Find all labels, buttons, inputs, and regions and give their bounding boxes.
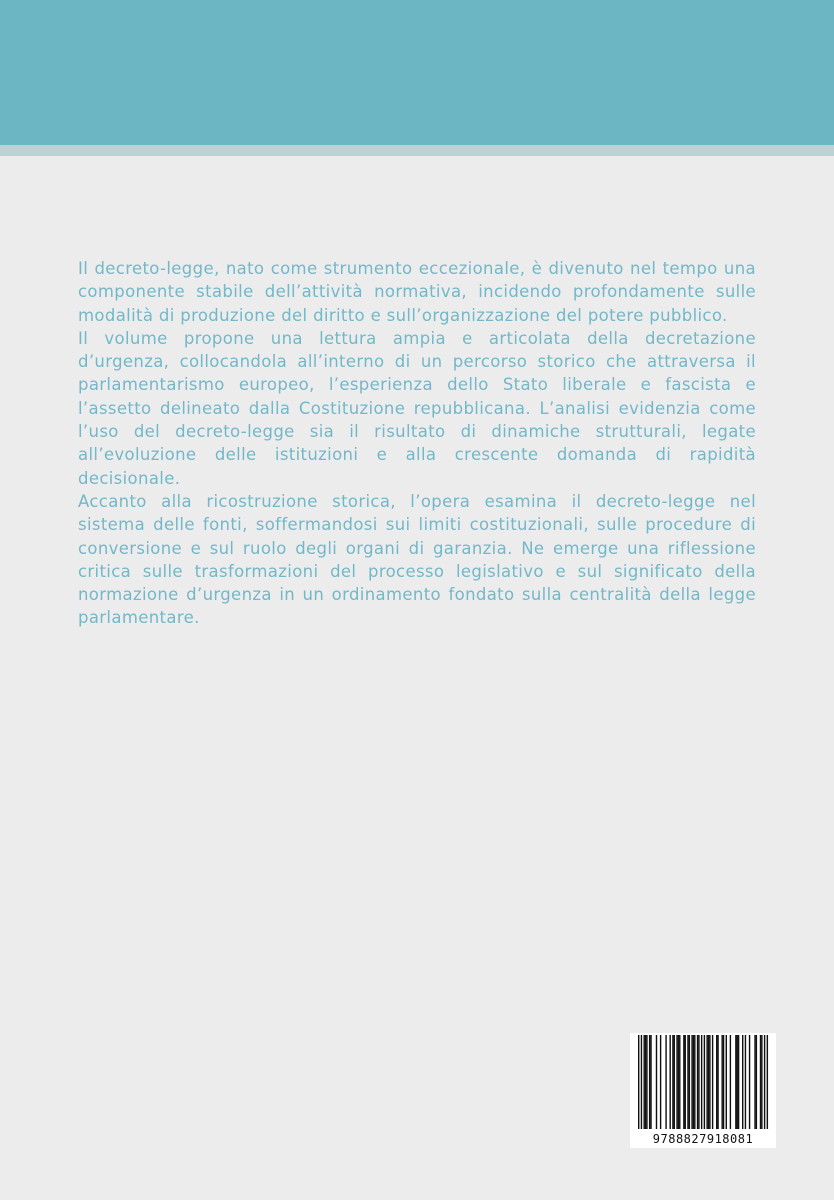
barcode-bar	[749, 1035, 750, 1129]
back-cover-blurb	[78, 257, 756, 630]
barcode-bar	[708, 1035, 709, 1129]
barcode-bar	[660, 1035, 661, 1129]
barcode-bar	[691, 1035, 692, 1129]
barcode-bar	[638, 1035, 639, 1129]
barcode-bar	[687, 1035, 688, 1129]
barcode-bar	[697, 1035, 698, 1129]
barcode-bar	[716, 1035, 717, 1129]
top-color-band	[0, 0, 834, 145]
barcode-bar	[761, 1035, 762, 1129]
barcode-bar	[669, 1035, 670, 1129]
barcode-bars	[630, 1033, 776, 1131]
barcode-bar	[726, 1035, 727, 1129]
barcode-bar	[698, 1035, 699, 1129]
barcode-bar	[678, 1035, 679, 1129]
barcode-bar	[704, 1035, 705, 1129]
barcode-bar	[674, 1035, 675, 1129]
barcode-bar	[694, 1035, 695, 1129]
barcode-bar	[641, 1035, 642, 1129]
barcode-bar	[723, 1035, 724, 1129]
barcode-bar	[706, 1035, 707, 1129]
barcode-bar	[742, 1035, 743, 1129]
barcode-bar	[649, 1035, 650, 1129]
barcode-bar	[643, 1035, 644, 1129]
top-accent-strip	[0, 145, 834, 156]
isbn-number: 9788827918081	[652, 1132, 754, 1146]
barcode-bar	[738, 1035, 739, 1129]
blurb-paragraph-1: Il decreto-legge, nato come strumento eccezionale, è divenuto nel tempo una componente stabile dell’attività normativa, incidendo profondamente sulle modalità di produzione del diritto e sull’organizzazione del potere pubblico.	[78, 259, 756, 325]
barcode-bar	[701, 1035, 702, 1129]
barcode-bar	[764, 1035, 765, 1129]
isbn-barcode	[630, 1033, 776, 1148]
barcode-bar	[676, 1035, 677, 1129]
blurb-paragraph-2: Il volume propone una lettura ampia e articolata della decretazione d’urgenza, collocandola all’interno di un percorso storico che attraversa il parlamentarismo europeo, l’esperienza dello Stato liberale e fascista e l’assetto delineato dalla Costituzione repubblicana. L’analisi evidenzia come l’uso del decreto-legge sia il risultato di dinamiche strutturali, legate all’evoluzione delle istituzioni e alla crescente domanda di rapidità decisionale.	[78, 328, 756, 488]
barcode-bar	[730, 1035, 731, 1129]
barcode-bar	[735, 1035, 736, 1129]
barcode-bar	[760, 1035, 761, 1129]
barcode-bar	[712, 1035, 713, 1129]
barcode-bar	[745, 1035, 746, 1129]
barcode-bar	[672, 1035, 673, 1129]
barcode-bar	[756, 1035, 757, 1129]
barcode-bar	[717, 1035, 718, 1129]
barcode-bar	[709, 1035, 710, 1129]
blurb-paragraph-3: Accanto alla ricostruzione storica, l’opera esamina il decreto-legge nel sistema delle fonti, soffermandosi sui limiti costituzionali, sulle procedure di conversione e sul ruolo degli organi di garanzia. Ne emerge una riflessione critica sulle trasformazioni del processo legislativo e sul significato della normazione d’urgenza in un ordinamento fondato sulla centralità della legge parlamentare.	[78, 491, 756, 628]
barcode-bar	[645, 1035, 646, 1129]
barcode-bar	[693, 1035, 694, 1129]
barcode-bar	[689, 1035, 690, 1129]
barcode-bar	[650, 1035, 651, 1129]
barcode-bar	[685, 1035, 686, 1129]
barcode-bar	[679, 1035, 680, 1129]
barcode-bar	[754, 1035, 755, 1129]
barcode-bar	[656, 1035, 657, 1129]
barcode-bar	[646, 1035, 647, 1129]
barcode-bar	[737, 1035, 738, 1129]
barcode-bar	[767, 1035, 768, 1129]
barcode-bar	[683, 1035, 684, 1129]
barcode-bar	[665, 1035, 666, 1129]
barcode-bar	[721, 1035, 722, 1129]
